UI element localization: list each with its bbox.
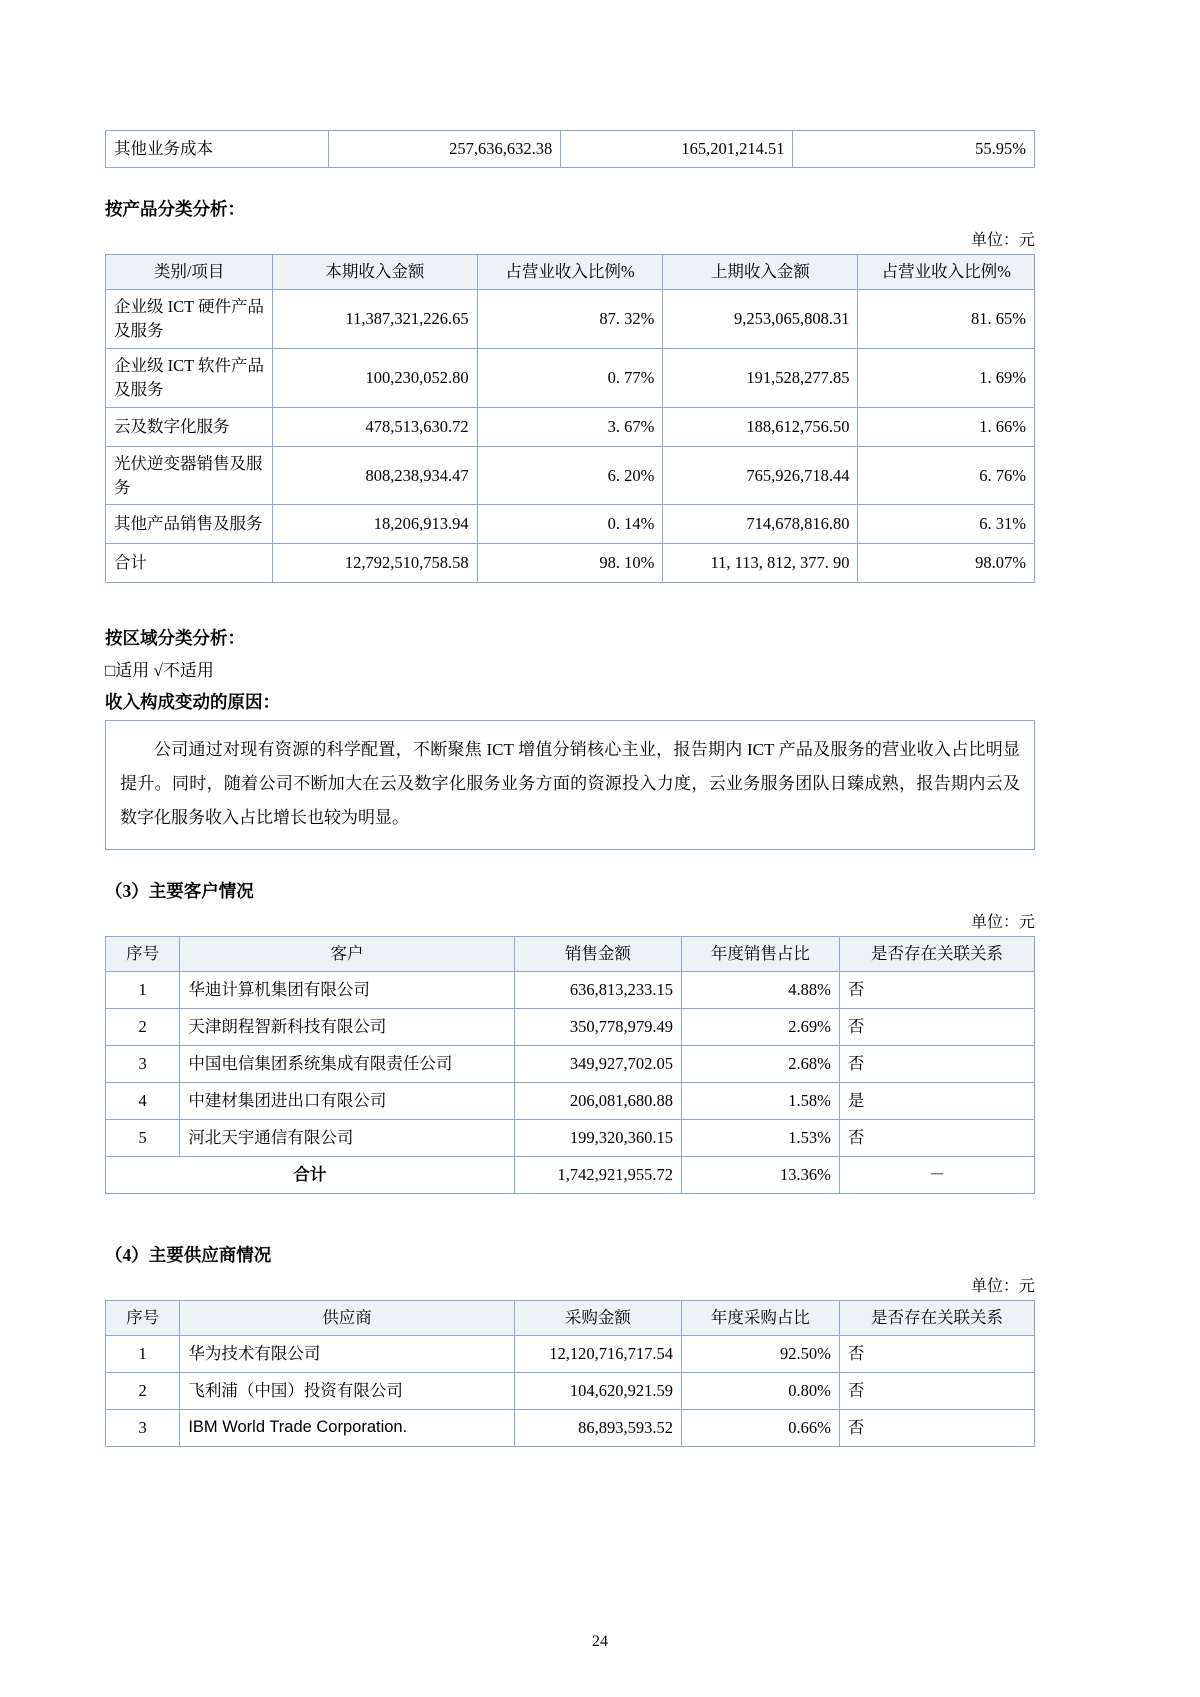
major-customers-title: （3）主要客户情况 bbox=[105, 881, 254, 902]
product-unit-label: 单位：元 bbox=[970, 232, 1035, 249]
col-header-current-pct: 占营业收入比例% bbox=[477, 255, 663, 290]
cell-previous-pct: 1. 69% bbox=[858, 348, 1035, 407]
cell-total-amount: 1,742,921,955.72 bbox=[514, 1157, 681, 1194]
table-row bbox=[106, 1120, 1035, 1157]
row-previous-amount: 165,201,214.51 bbox=[561, 131, 793, 168]
cell-no: 3 bbox=[106, 1046, 180, 1083]
col-header-customer: 客户 bbox=[180, 937, 514, 972]
table-row bbox=[106, 1009, 1035, 1046]
cell-previous-pct: 98.07% bbox=[858, 544, 1035, 583]
table-row bbox=[106, 1083, 1035, 1120]
col-header-sales-pct: 年度销售占比 bbox=[681, 937, 839, 972]
table-header-row bbox=[106, 1301, 1035, 1336]
table-row bbox=[106, 348, 1035, 407]
col-header-related: 是否存在关联关系 bbox=[839, 1301, 1034, 1336]
cell-purchase-pct: 92.50% bbox=[681, 1336, 839, 1373]
cell-purchase-amount: 86,893,593.52 bbox=[514, 1410, 681, 1447]
table-row bbox=[106, 505, 1035, 544]
cell-customer-name: 华迪计算机集团有限公司 bbox=[180, 972, 514, 1009]
table-total-row bbox=[106, 1157, 1035, 1194]
cell-current-amount: 18,206,913.94 bbox=[273, 505, 477, 544]
cell-supplier-name: IBM World Trade Corporation. bbox=[180, 1410, 514, 1447]
cell-customer-name: 天津朗程智新科技有限公司 bbox=[180, 1009, 514, 1046]
row-current-amount: 257,636,632.38 bbox=[328, 131, 560, 168]
cell-category: 企业级 ICT 软件产品及服务 bbox=[106, 348, 273, 407]
table-header-row bbox=[106, 937, 1035, 972]
cell-category: 企业级 ICT 硬件产品及服务 bbox=[106, 289, 273, 348]
table-total-row bbox=[106, 544, 1035, 583]
cell-related: 是 bbox=[839, 1083, 1034, 1120]
cell-no: 2 bbox=[106, 1009, 180, 1046]
cell-sales-pct: 2.69% bbox=[681, 1009, 839, 1046]
other-business-cost-table bbox=[105, 130, 1035, 168]
cell-previous-amount: 11, 113, 812, 377. 90 bbox=[663, 544, 858, 583]
cell-sales-amount: 206,081,680.88 bbox=[514, 1083, 681, 1120]
cell-category: 合计 bbox=[106, 544, 273, 583]
cell-current-pct: 98. 10% bbox=[477, 544, 663, 583]
cell-previous-amount: 191,528,277.85 bbox=[663, 348, 858, 407]
major-suppliers-table bbox=[105, 1300, 1035, 1447]
cell-sales-amount: 349,927,702.05 bbox=[514, 1046, 681, 1083]
cell-sales-pct: 1.53% bbox=[681, 1120, 839, 1157]
cell-previous-amount: 714,678,816.80 bbox=[663, 505, 858, 544]
cell-previous-amount: 765,926,718.44 bbox=[663, 446, 858, 505]
cell-current-pct: 0. 77% bbox=[477, 348, 663, 407]
row-label: 其他业务成本 bbox=[106, 131, 329, 168]
cell-category: 云及数字化服务 bbox=[106, 407, 273, 446]
col-header-current-amount: 本期收入金额 bbox=[273, 255, 477, 290]
cell-purchase-amount: 12,120,716,717.54 bbox=[514, 1336, 681, 1373]
region-applicability: □适用 √不适用 bbox=[105, 661, 214, 681]
cell-previous-pct: 1. 66% bbox=[858, 407, 1035, 446]
cell-current-amount: 12,792,510,758.58 bbox=[273, 544, 477, 583]
table-row bbox=[106, 1373, 1035, 1410]
revenue-change-reason-text: 公司通过对现有资源的科学配置，不断聚焦 ICT 增值分销核心主业，报告期内 ICT 产品及服务的营业收入占比明显提升。同时，随着公司不断加大在云及数字化服务业务方面的资源投入力度，云业务服务团队日臻成熟，报告期内云及数字化服务收入占比增长也较为明显。 bbox=[120, 740, 1020, 828]
table-row bbox=[106, 1046, 1035, 1083]
cell-no: 5 bbox=[106, 1120, 180, 1157]
revenue-change-reason-title: 收入构成变动的原因： bbox=[105, 692, 280, 713]
cell-sales-pct: 1.58% bbox=[681, 1083, 839, 1120]
cell-customer-name: 中国电信集团系统集成有限责任公司 bbox=[180, 1046, 514, 1083]
customers-unit-label: 单位：元 bbox=[970, 914, 1035, 932]
col-header-no: 序号 bbox=[106, 1301, 180, 1336]
major-suppliers-title: （4）主要供应商情况 bbox=[105, 1245, 272, 1266]
cell-no: 3 bbox=[106, 1410, 180, 1447]
cell-previous-pct: 6. 31% bbox=[858, 505, 1035, 544]
cell-category: 其他产品销售及服务 bbox=[106, 505, 273, 544]
col-header-purchase-amount: 采购金额 bbox=[514, 1301, 681, 1336]
cell-previous-pct: 6. 76% bbox=[858, 446, 1035, 505]
cell-supplier-name: 华为技术有限公司 bbox=[180, 1336, 514, 1373]
row-ratio: 55.95% bbox=[793, 131, 1035, 168]
cell-previous-amount: 188,612,756.50 bbox=[663, 407, 858, 446]
page-content bbox=[105, 0, 1035, 1447]
cell-no: 2 bbox=[106, 1373, 180, 1410]
cell-current-amount: 100,230,052.80 bbox=[273, 348, 477, 407]
cell-category: 光伏逆变器销售及服务 bbox=[106, 446, 273, 505]
page-number: 24 bbox=[592, 1633, 608, 1650]
cell-related: 否 bbox=[839, 1009, 1034, 1046]
suppliers-unit-label: 单位：元 bbox=[970, 1278, 1035, 1296]
cell-no: 1 bbox=[106, 972, 180, 1009]
table-header-row bbox=[106, 255, 1035, 290]
cell-purchase-pct: 0.66% bbox=[681, 1410, 839, 1447]
cell-sales-pct: 2.68% bbox=[681, 1046, 839, 1083]
table-row bbox=[106, 407, 1035, 446]
cell-current-pct: 3. 67% bbox=[477, 407, 663, 446]
cell-related: 否 bbox=[839, 1120, 1034, 1157]
table-row bbox=[106, 1336, 1035, 1373]
cell-total-pct: 13.36% bbox=[681, 1157, 839, 1194]
cell-total-related: － bbox=[839, 1157, 1034, 1194]
col-header-previous-amount: 上期收入金额 bbox=[663, 255, 858, 290]
table-row bbox=[106, 1410, 1035, 1447]
col-header-purchase-pct: 年度采购占比 bbox=[681, 1301, 839, 1336]
table-row bbox=[106, 972, 1035, 1009]
col-header-previous-pct: 占营业收入比例% bbox=[858, 255, 1035, 290]
cell-sales-amount: 636,813,233.15 bbox=[514, 972, 681, 1009]
cell-customer-name: 中建材集团进出口有限公司 bbox=[180, 1083, 514, 1120]
cell-sales-amount: 199,320,360.15 bbox=[514, 1120, 681, 1157]
cell-purchase-amount: 104,620,921.59 bbox=[514, 1373, 681, 1410]
cell-previous-amount: 9,253,065,808.31 bbox=[663, 289, 858, 348]
table-row bbox=[106, 446, 1035, 505]
cell-related: 否 bbox=[839, 1336, 1034, 1373]
cell-related: 否 bbox=[839, 972, 1034, 1009]
cell-current-pct: 6. 20% bbox=[477, 446, 663, 505]
col-header-supplier: 供应商 bbox=[180, 1301, 514, 1336]
cell-sales-amount: 350,778,979.49 bbox=[514, 1009, 681, 1046]
col-header-related: 是否存在关联关系 bbox=[839, 937, 1034, 972]
cell-related: 否 bbox=[839, 1046, 1034, 1083]
table-row bbox=[106, 289, 1035, 348]
cell-current-amount: 11,387,321,226.65 bbox=[273, 289, 477, 348]
cell-no: 1 bbox=[106, 1336, 180, 1373]
revenue-change-reason-box bbox=[105, 720, 1035, 850]
major-customers-table bbox=[105, 936, 1035, 1194]
col-header-category: 类别/项目 bbox=[106, 255, 273, 290]
col-header-sales-amount: 销售金额 bbox=[514, 937, 681, 972]
table-row bbox=[106, 131, 1035, 168]
col-header-no: 序号 bbox=[106, 937, 180, 972]
cell-previous-pct: 81. 65% bbox=[858, 289, 1035, 348]
cell-current-amount: 478,513,630.72 bbox=[273, 407, 477, 446]
cell-sales-pct: 4.88% bbox=[681, 972, 839, 1009]
cell-related: 否 bbox=[839, 1373, 1034, 1410]
cell-purchase-pct: 0.80% bbox=[681, 1373, 839, 1410]
cell-related: 否 bbox=[839, 1410, 1034, 1447]
product-analysis-title: 按产品分类分析： bbox=[105, 199, 245, 219]
cell-no: 4 bbox=[106, 1083, 180, 1120]
cell-current-amount: 808,238,934.47 bbox=[273, 446, 477, 505]
cell-total-label: 合计 bbox=[106, 1157, 515, 1194]
product-analysis-table bbox=[105, 254, 1035, 583]
cell-current-pct: 0. 14% bbox=[477, 505, 663, 544]
cell-current-pct: 87. 32% bbox=[477, 289, 663, 348]
region-analysis-title: 按区域分类分析： bbox=[105, 628, 245, 649]
cell-customer-name: 河北天宇通信有限公司 bbox=[180, 1120, 514, 1157]
cell-supplier-name: 飞利浦（中国）投资有限公司 bbox=[180, 1373, 514, 1410]
